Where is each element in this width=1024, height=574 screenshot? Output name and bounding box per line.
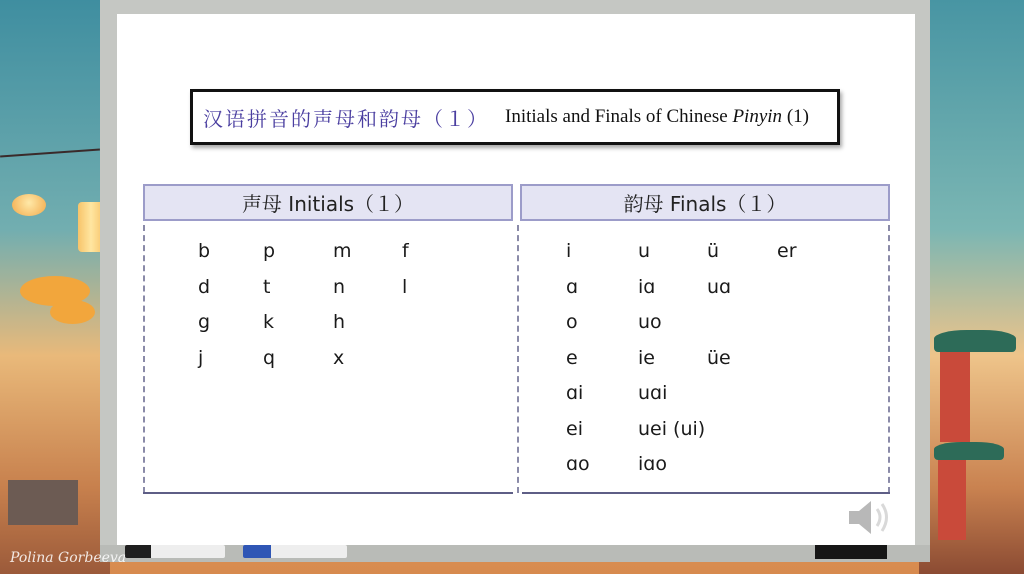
finals-cell: iɑ	[638, 275, 656, 298]
pagoda-decoration	[934, 330, 1016, 352]
finals-cell: o	[566, 311, 578, 333]
finals-cell: e	[566, 346, 578, 369]
initials-cell: h	[333, 311, 346, 333]
initials-cell: x	[333, 346, 345, 369]
initials-cell: f	[402, 240, 409, 262]
initials-cell: n	[333, 275, 346, 298]
finals-bottom-border	[522, 492, 890, 494]
title-english: Initials and Finals of Chinese Pinyin (1)	[505, 106, 809, 127]
initials-cell: k	[263, 311, 275, 333]
pagoda-decoration	[940, 352, 970, 442]
background-right-scenery	[919, 0, 1024, 574]
lantern-decoration	[12, 194, 46, 216]
finals-cell: uei (ui)	[638, 417, 706, 440]
initials-cell: t	[263, 275, 271, 298]
finals-cell: i	[566, 240, 572, 262]
finals-cell: ie	[638, 346, 655, 369]
black-marker	[125, 545, 225, 558]
finals-cell: üe	[707, 346, 731, 369]
slide-title	[190, 89, 840, 145]
finals-cell: iɑo	[638, 453, 667, 475]
finals-cell: ɑi	[566, 382, 584, 404]
table-left-border	[143, 225, 145, 493]
pagoda-decoration	[938, 460, 966, 540]
author-credit: Polina Gorbeeva	[10, 550, 127, 566]
initials-cell: m	[333, 240, 352, 262]
tree-decoration	[50, 300, 95, 324]
finals-cell: uɑ	[707, 275, 732, 298]
finals-cell: ɑ	[566, 275, 579, 298]
speaker-icon[interactable]	[845, 495, 895, 540]
blue-marker	[243, 545, 347, 558]
table-right-border	[888, 225, 890, 493]
finals-cell: ɑo	[566, 453, 590, 475]
finals-cell: uo	[638, 311, 662, 333]
initials-cell: b	[198, 240, 211, 262]
finals-cell: u	[638, 240, 651, 262]
initials-cell: l	[402, 275, 408, 298]
initials-cell: q	[263, 346, 276, 369]
house-decoration	[8, 480, 78, 525]
initials-header: 声母 Initials（１）	[143, 184, 513, 221]
finals-header: 韵母 Finals（１）	[520, 184, 890, 221]
initials-bottom-border	[143, 492, 513, 494]
table-center-divider	[517, 225, 519, 493]
finals-cell: er	[777, 240, 797, 262]
initials-cell: j	[198, 346, 204, 369]
finals-cell: uɑi	[638, 382, 668, 404]
title-chinese: 汉语拼音的声母和韵母（１）	[203, 106, 489, 131]
finals-cell: ü	[707, 240, 720, 262]
initials-cell: p	[263, 240, 276, 262]
eraser	[815, 545, 887, 559]
finals-cell: ei	[566, 417, 583, 440]
initials-cell: g	[198, 311, 211, 333]
initials-cell: d	[198, 275, 211, 298]
pagoda-decoration	[934, 442, 1004, 460]
